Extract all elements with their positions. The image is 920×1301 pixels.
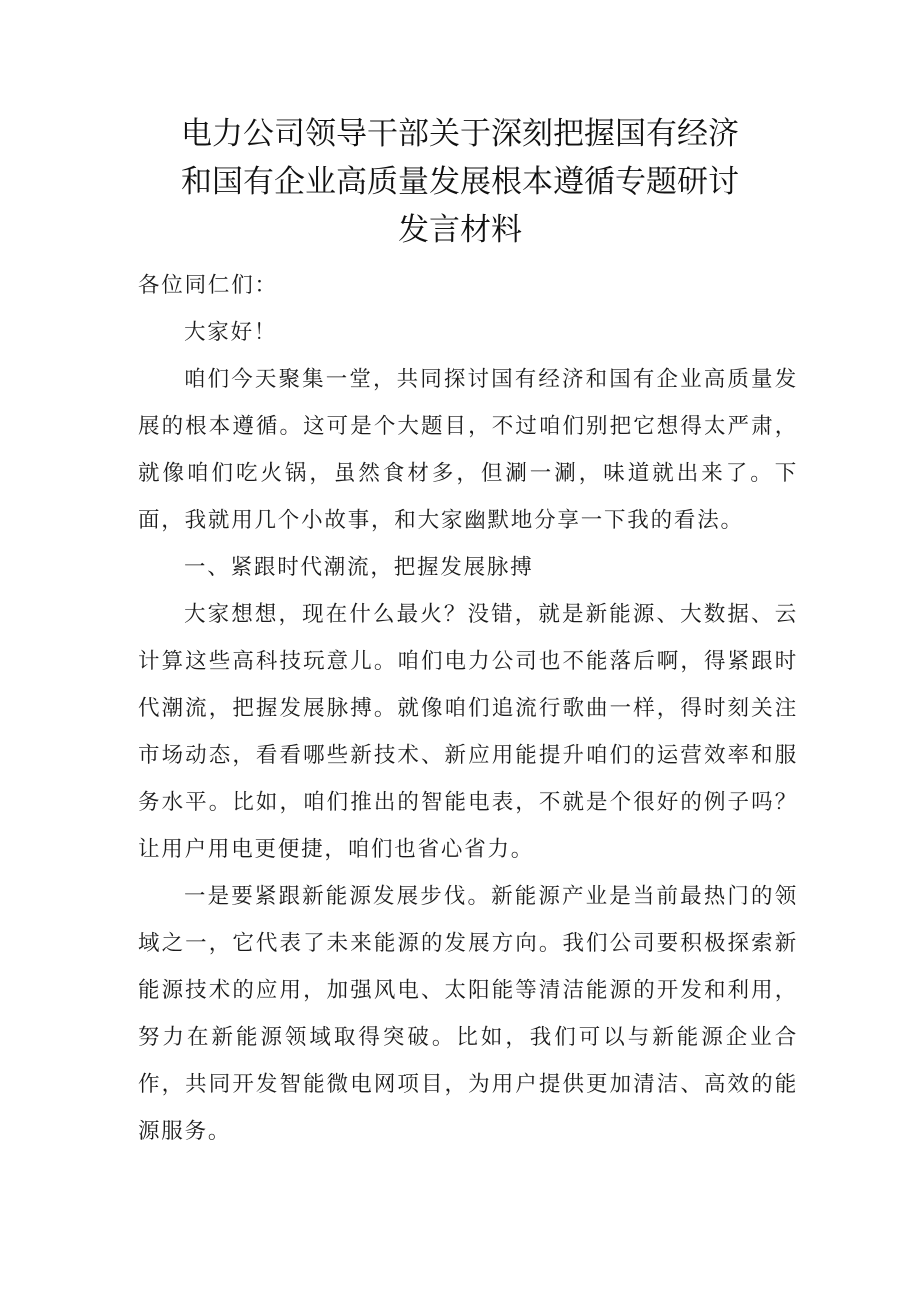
title-line-2: 和国有企业高质量发展根本遵循专题研讨	[181, 164, 739, 200]
title-line-1: 电力公司领导干部关于深刻把握国有经济	[181, 116, 739, 152]
document-title	[100, 110, 820, 254]
paragraph-intro: 咱们今天聚集一堂，共同探讨国有经济和国有企业高质量发展的根本遵循。这可是个大题目，不过咱们别把它想得太严肃，就像咱们吃火锅，虽然食材多，但涮一涮，味道就出来了。下面，我就用几个小故事，和大家幽默地分享一下我的看法。	[138, 367, 798, 533]
title-line-3: 发言材料	[398, 212, 522, 248]
salutation: 各位同仁们：	[138, 273, 278, 298]
paragraph-new-energy: 一是要紧跟新能源发展步伐。新能源产业是当前最热门的领域之一，它代表了未来能源的发展方向。我们公司要积极探索新能源技术的应用，加强风电、太阳能等清洁能源的开发和利用，努力在新能源领域取得突破。比如，我们可以与新能源企业合作，共同开发智能微电网项目，为用户提供更加清洁、高效的能源服务。	[138, 884, 798, 1144]
greeting: 大家好！	[184, 320, 278, 345]
section-heading-1: 一、紧跟时代潮流，把握发展脉搏	[184, 555, 534, 580]
paragraph-section-1: 大家想想，现在什么最火？没错，就是新能源、大数据、云计算这些高科技玩意儿。咱们电力公司也不能落后啊，得紧跟时代潮流，把握发展脉搏。就像咱们追流行歌曲一样，得时刻关注市场动态，看看哪些新技术、新应用能提升咱们的运营效率和服务水平。比如，咱们推出的智能电表，不就是个很好的例子吗？让用户用电更便捷，咱们也省心省力。	[138, 602, 798, 862]
